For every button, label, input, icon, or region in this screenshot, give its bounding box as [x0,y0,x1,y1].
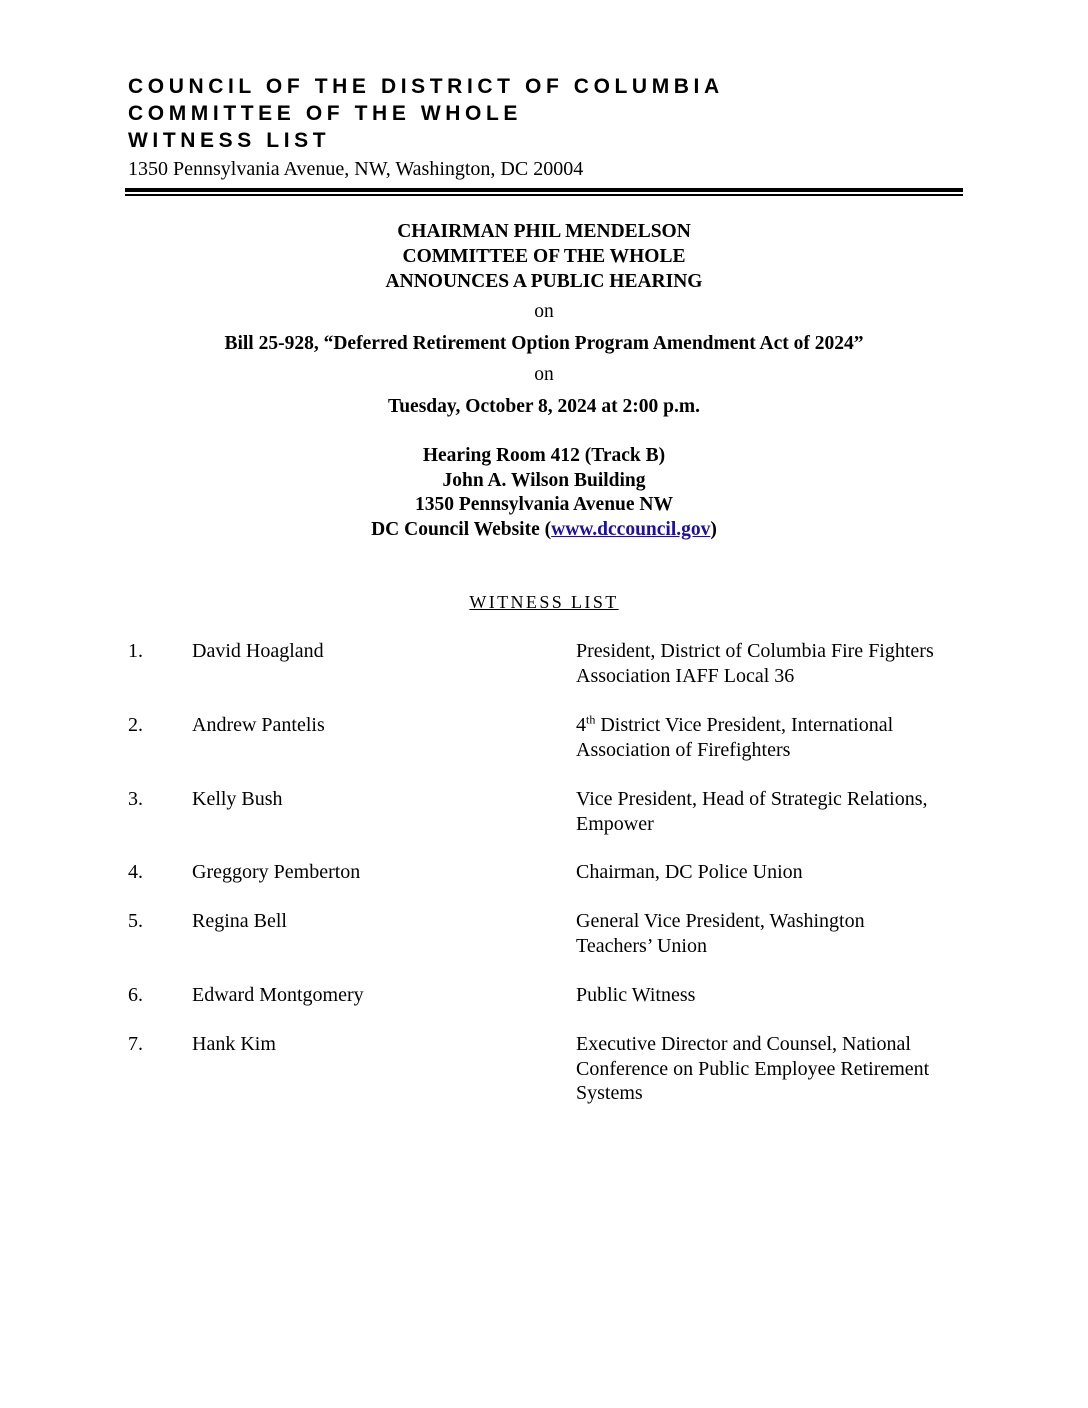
letterhead-council: COUNCIL OF THE DISTRICT OF COLUMBIA [128,75,724,98]
witness-role-line: Systems [576,1082,643,1104]
witness-name: Greggory Pemberton [192,861,361,883]
witness-role-line: Executive Director and Counsel, National [576,1033,911,1055]
witness-role-line: Association of Firefighters [576,738,791,761]
website-prefix: DC Council Website ( [371,518,552,540]
witness-number: 4. [128,861,143,883]
witness-role [576,787,966,836]
venue-website [0,518,1088,543]
website-link[interactable]: www.dccouncil.gov [551,518,711,540]
venue-building: John A. Wilson Building [442,469,646,491]
witness-name: David Hoagland [192,640,324,662]
announcement [0,219,1088,294]
witness-name: Kelly Bush [192,788,283,810]
letterhead-committee: COMMITTEE OF THE WHOLE [128,102,523,125]
role-ordinal: 4 [576,714,586,736]
witness-list-heading: WITNESS LIST [469,592,619,612]
letterhead [128,73,968,182]
bill-title: Bill 25-928, “Deferred Retirement Option Program Amendment Act of 2024” [224,333,864,354]
witness-role [576,860,966,885]
witness-name: Edward Montgomery [192,984,364,1006]
witness-role-line: Public Witness [576,984,696,1006]
header-rule-thin [125,194,963,196]
witness-role [576,909,966,958]
venue-address: 1350 Pennsylvania Avenue NW [414,494,674,515]
hearing-datetime: Tuesday, October 8, 2024 at 2:00 p.m. [387,396,701,417]
witness-number: 1. [128,640,143,662]
announcement-chairman: CHAIRMAN PHIL MENDELSON [397,221,691,242]
role-text: District Vice President, International [595,714,894,736]
witness-role-line: General Vice President, Washington [576,910,865,932]
witness-number: 7. [128,1033,143,1055]
letterhead-address: 1350 Pennsylvania Avenue, NW, Washington, DC 20004 [128,158,584,180]
venue-block [0,444,1088,542]
on-text-2: on [534,364,554,385]
witness-role-line: Vice President, Head of Strategic Relations, [576,788,928,810]
witness-role [576,983,966,1008]
header-rule-thick [125,188,963,192]
witness-number: 2. [128,714,143,736]
witness-role-line: Conference on Public Employee Retirement [576,1057,930,1080]
witness-number: 5. [128,910,143,932]
venue-room: Hearing Room 412 (Track B) [422,445,666,466]
witness-number: 3. [128,788,143,810]
witness-role-line: Association IAFF Local 36 [576,664,795,687]
role-ordinal-suffix: th [586,712,596,727]
witness-role-line: Teachers’ Union [576,934,707,957]
announcement-hearing: ANNOUNCES A PUBLIC HEARING [385,271,703,292]
witness-role [576,1032,966,1106]
announcement-committee: COMMITTEE OF THE WHOLE [402,246,686,267]
witness-role-line: Chairman, DC Police Union [576,861,803,883]
on-text-1: on [534,301,554,322]
website-suffix: ) [710,518,717,540]
witness-role [576,713,966,762]
witness-name: Regina Bell [192,910,287,932]
witness-role [576,639,966,688]
witness-role-line [576,713,966,738]
witness-role-line: Empower [576,812,654,835]
letterhead-witness-list: WITNESS LIST [128,129,331,152]
witness-role-line: President, District of Columbia Fire Fighters [576,640,934,662]
witness-name: Andrew Pantelis [192,714,325,736]
witness-name: Hank Kim [192,1033,276,1055]
witness-number: 6. [128,984,143,1006]
